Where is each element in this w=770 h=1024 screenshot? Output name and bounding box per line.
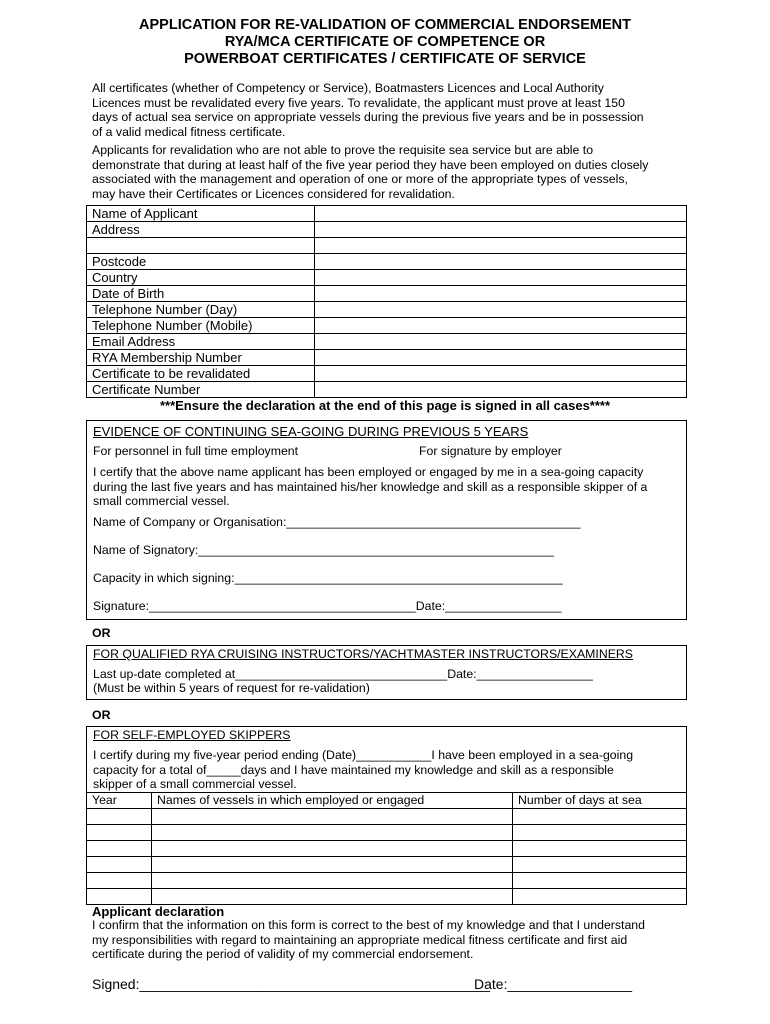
vessel-year-cell[interactable] [87, 873, 152, 889]
applicant-field-input[interactable] [315, 238, 687, 254]
vessel-days-cell[interactable] [513, 809, 687, 825]
applicant-field-row [87, 238, 687, 254]
vessel-name-cell[interactable] [152, 841, 513, 857]
applicant-field-input[interactable] [315, 382, 687, 398]
vessel-days-cell[interactable] [513, 873, 687, 889]
applicant-field-label: Name of Applicant [87, 206, 315, 222]
applicant-field-row [87, 222, 687, 238]
self-employed-section [86, 726, 687, 792]
form-title-line-3: POWERBOAT CERTIFICATES / CERTIFICATE OF SERVICE [184, 51, 586, 67]
vessel-service-row [87, 873, 687, 889]
vessel-name-cell[interactable] [152, 857, 513, 873]
applicant-field-label [87, 238, 315, 254]
vessel-days-cell[interactable] [513, 841, 687, 857]
full-time-employment-label: For personnel in full time employment [93, 444, 299, 458]
column-header-year: Year [87, 793, 152, 809]
vessel-service-row [87, 809, 687, 825]
declaration-heading: Applicant declaration [92, 904, 225, 919]
vessel-year-cell[interactable] [87, 841, 152, 857]
applicant-field-input[interactable] [315, 366, 687, 382]
evidence-heading: EVIDENCE OF CONTINUING SEA-GOING DURING PREVIOUS 5 YEARS [93, 424, 529, 439]
vessel-name-cell[interactable] [152, 809, 513, 825]
applicant-field-row [87, 302, 687, 318]
instructors-heading: FOR QUALIFIED RYA CRUISING INSTRUCTORS/YACHTMASTER INSTRUCTORS/EXAMINERS [93, 647, 633, 661]
applicant-field-row [87, 318, 687, 334]
applicant-field-row [87, 254, 687, 270]
vessel-year-cell[interactable] [87, 809, 152, 825]
applicant-field-input[interactable] [315, 286, 687, 302]
applicant-field-label: Date of Birth [87, 286, 315, 302]
intro-paragraph-1: All certificates (whether of Competency or Service), Boatmasters Licences and Local Authority Licences must be revalidated every five years. To revalidate, the applicant must prove at least 150 days of actual sea service on appropriate vessels during the previous five years and be in possession of a valid medical fitness certificate. [92, 81, 644, 139]
vessel-name-cell[interactable] [152, 873, 513, 889]
vessel-service-table [86, 792, 687, 905]
applicant-field-label: Email Address [87, 334, 315, 350]
signing-capacity-field[interactable]: Capacity in which signing:________________________________________________ [93, 571, 563, 585]
applicant-field-input[interactable] [315, 254, 687, 270]
vessel-name-cell[interactable] [152, 889, 513, 905]
applicant-field-label: Certificate to be revalidated [87, 366, 315, 382]
vessel-service-row [87, 825, 687, 841]
instructors-section [86, 645, 687, 700]
declaration-text: I confirm that the information on this form is correct to the best of my knowledge and that I understand my responsibilities with regard to maintaining an appropriate medical fitness certificate and first aid certificate during the period of validity of my commercial endorsement. [92, 918, 645, 962]
applicant-field-label: Country [87, 270, 315, 286]
applicant-field-label: Postcode [87, 254, 315, 270]
applicant-field-label: Address [87, 222, 315, 238]
vessel-days-cell[interactable] [513, 825, 687, 841]
applicant-field-label: Certificate Number [87, 382, 315, 398]
column-header-days-at-sea: Number of days at sea [513, 793, 687, 809]
applicant-date-field[interactable]: Date:________________ [474, 976, 633, 992]
last-update-field[interactable]: Last up-date completed at_______________________________Date:_________________ [93, 667, 593, 681]
applicant-field-input[interactable] [315, 334, 687, 350]
applicant-field-input[interactable] [315, 270, 687, 286]
vessel-service-row [87, 857, 687, 873]
applicant-field-row [87, 206, 687, 222]
intro-paragraph-2: Applicants for revalidation who are not able to prove the requisite sea service but are able to demonstrate that during at least half of the five year period they have been employed on duties closely associated with the management and operation of one or more of the appropriate types of vessels, may have their Certificates or Licences considered for revalidation. [92, 143, 649, 201]
applicant-field-row [87, 366, 687, 382]
company-name-field[interactable]: Name of Company or Organisation:___________________________________________ [93, 515, 581, 529]
ensure-declaration-note: ***Ensure the declaration at the end of this page is signed in all cases**** [159, 398, 611, 413]
form-title-line-2: RYA/MCA CERTIFICATE OF COMPETENCE OR [224, 34, 546, 50]
applicant-field-row [87, 382, 687, 398]
self-employed-heading: FOR SELF-EMPLOYED SKIPPERS [93, 728, 291, 742]
vessel-service-row [87, 889, 687, 905]
applicant-field-row [87, 270, 687, 286]
employer-signature-date-field[interactable]: Signature:_______________________________________Date:_________________ [93, 599, 562, 613]
evidence-section [86, 420, 687, 620]
applicant-field-row [87, 350, 687, 366]
applicant-field-label: Telephone Number (Mobile) [87, 318, 315, 334]
vessel-days-cell[interactable] [513, 857, 687, 873]
applicant-field-input[interactable] [315, 222, 687, 238]
applicant-signature-field[interactable]: Signed:_____________________________________________ [92, 976, 490, 992]
or-separator-1: OR [92, 626, 111, 640]
employer-certify-text: I certify that the above name applicant has been employed or engaged by me in a sea-going capacity during the last five years and has maintained his/her knowledge and skill as a responsible skipper of a small commercial vessel. [93, 465, 648, 509]
vessel-days-cell[interactable] [513, 889, 687, 905]
or-separator-2: OR [92, 708, 111, 722]
form-title-line-1: APPLICATION FOR RE-VALIDATION OF COMMERCIAL ENDORSEMENT [139, 17, 631, 33]
revalidation-note: (Must be within 5 years of request for re-validation) [93, 681, 370, 695]
applicant-details-table [86, 205, 687, 398]
vessel-year-cell[interactable] [87, 825, 152, 841]
vessel-name-cell[interactable] [152, 825, 513, 841]
self-employed-certify-text[interactable]: I certify during my five-year period ending (Date)___________I have been employed in a sea-going capacity for a total of_____days and I have maintained my knowledge and skill as a responsible skipper of a small commercial vessel. [93, 748, 634, 792]
applicant-field-row [87, 334, 687, 350]
column-header-vessel-names: Names of vessels in which employed or engaged [152, 793, 513, 809]
applicant-field-label: Telephone Number (Day) [87, 302, 315, 318]
applicant-field-input[interactable] [315, 302, 687, 318]
vessel-service-row [87, 841, 687, 857]
applicant-field-label: RYA Membership Number [87, 350, 315, 366]
applicant-field-input[interactable] [315, 350, 687, 366]
applicant-field-input[interactable] [315, 318, 687, 334]
vessel-year-cell[interactable] [87, 889, 152, 905]
vessel-year-cell[interactable] [87, 857, 152, 873]
signatory-name-field[interactable]: Name of Signatory:____________________________________________________ [93, 543, 554, 557]
employer-signature-label: For signature by employer [419, 444, 562, 458]
applicant-field-row [87, 286, 687, 302]
applicant-field-input[interactable] [315, 206, 687, 222]
